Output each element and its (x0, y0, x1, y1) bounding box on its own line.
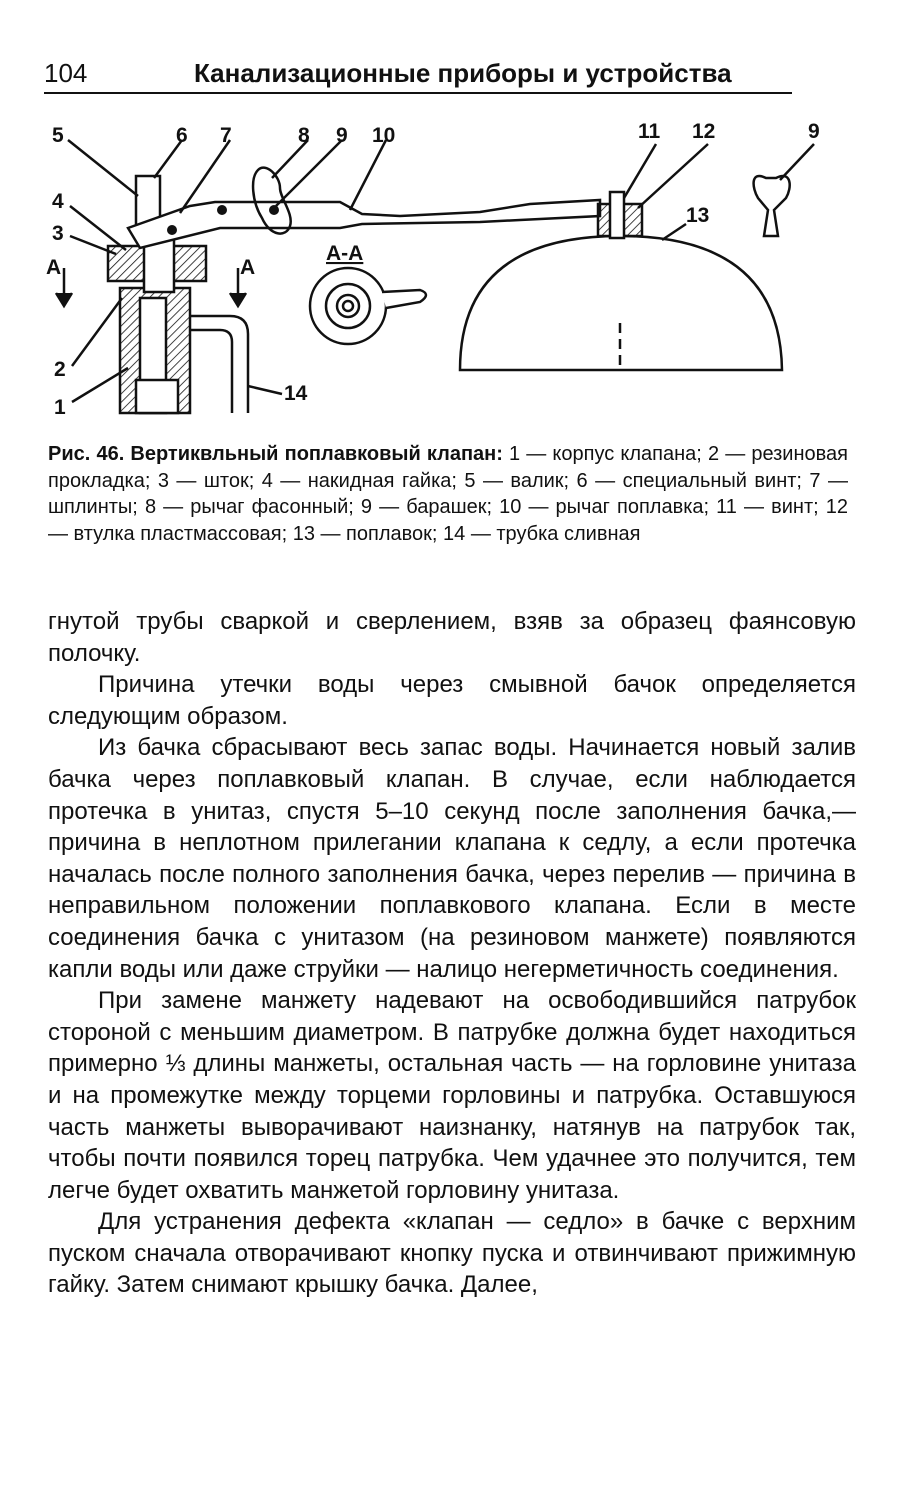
section-mark-right: А (240, 256, 256, 279)
float (460, 236, 782, 370)
label-9-wing: 9 (808, 120, 820, 143)
paragraph-continuation: гнутой трубы сваркой и сверлением, взяв за образец фаянсовую полочку. (48, 608, 856, 667)
label-9: 9 (336, 124, 348, 147)
label-4: 4 (52, 190, 64, 213)
label-14: 14 (284, 382, 308, 405)
paragraph: Причина утечки воды через смывной бачок определяется следующим образом. (48, 671, 856, 730)
running-title: Канализационные приборы и устройства (194, 58, 732, 88)
label-3: 3 (52, 222, 64, 245)
figure-caption (48, 441, 848, 547)
label-11: 11 (638, 120, 661, 143)
label-6: 6 (176, 124, 188, 147)
section-outer-circle (310, 268, 386, 344)
paragraph: Для устранения дефекта «клапан — седло» в бачке с верхним пуском сначала отворачивают кнопку пуска и отвинчивают прижимную гайку. Затем снимают крышку бачка. Далее, (48, 1208, 856, 1299)
label-5: 5 (52, 124, 64, 147)
caption-text: 1 — корпус клапана; 2 — резиновая прокладка; 3 — шток; 4 — накидная гайка; 5 — валик; 6 — специальный винт; 7 — шплинты; 8 — рычаг фасонный; 9 — барашек; 10 — рычаг поплавка; 11 — винт; 12 — втулка пластмассовая; 13 — поплавок; 14 — трубка сливная (48, 443, 848, 545)
body-text (48, 606, 856, 1301)
paragraph: Из бачка сбрасывают весь запас воды. Начинается новый залив бачка через поплавковый клапан. В случае, если наблюдается протечка в унитаз, спустя 5–10 секунд после заполнения бачка,— причина в неплотном прилегании клапана к седлу, а если протечка началась после полного заполнения бачка, через перелив — причина в неправильном положении поплавкового клапана. Если в месте соединения бачка с унитазом (на резиновом манжете) появляются капли воды или даже струйки — налицо негерметичность соединения. (48, 734, 856, 983)
valve-figure (40, 118, 860, 438)
page-header (44, 58, 792, 94)
page-number: 104 (44, 58, 88, 88)
section-title: А-А (326, 242, 364, 265)
caption-title: Рис. 46. Вертиквльный поплавковый клапан: (48, 443, 503, 465)
label-1: 1 (54, 396, 66, 419)
label-2: 2 (54, 358, 66, 381)
section-mark-left: А (46, 256, 62, 279)
label-12: 12 (692, 120, 716, 143)
label-7: 7 (220, 124, 232, 147)
label-8: 8 (298, 124, 310, 147)
label-13: 13 (686, 204, 710, 227)
label-10: 10 (372, 124, 396, 147)
screw-11 (610, 192, 624, 238)
float-lever (128, 200, 600, 248)
wing-nut (754, 176, 790, 236)
paragraph: При замене манжету надевают на освободившийся патрубок стороной с меньшим диаметром. В патрубке должна будет находиться примерно ⅓ длины манжеты, остальная часть — на горловине унитаза и на промежутке между торцеми горловины и патрубка. Оставшуюся часть манжеты выворачивают наизнанку, натянув на патрубок так, чтобы почти появился торец патрубка. Чем удачнее это получится, тем легче будет охватить манжетой горловину унитаза. (48, 987, 856, 1204)
